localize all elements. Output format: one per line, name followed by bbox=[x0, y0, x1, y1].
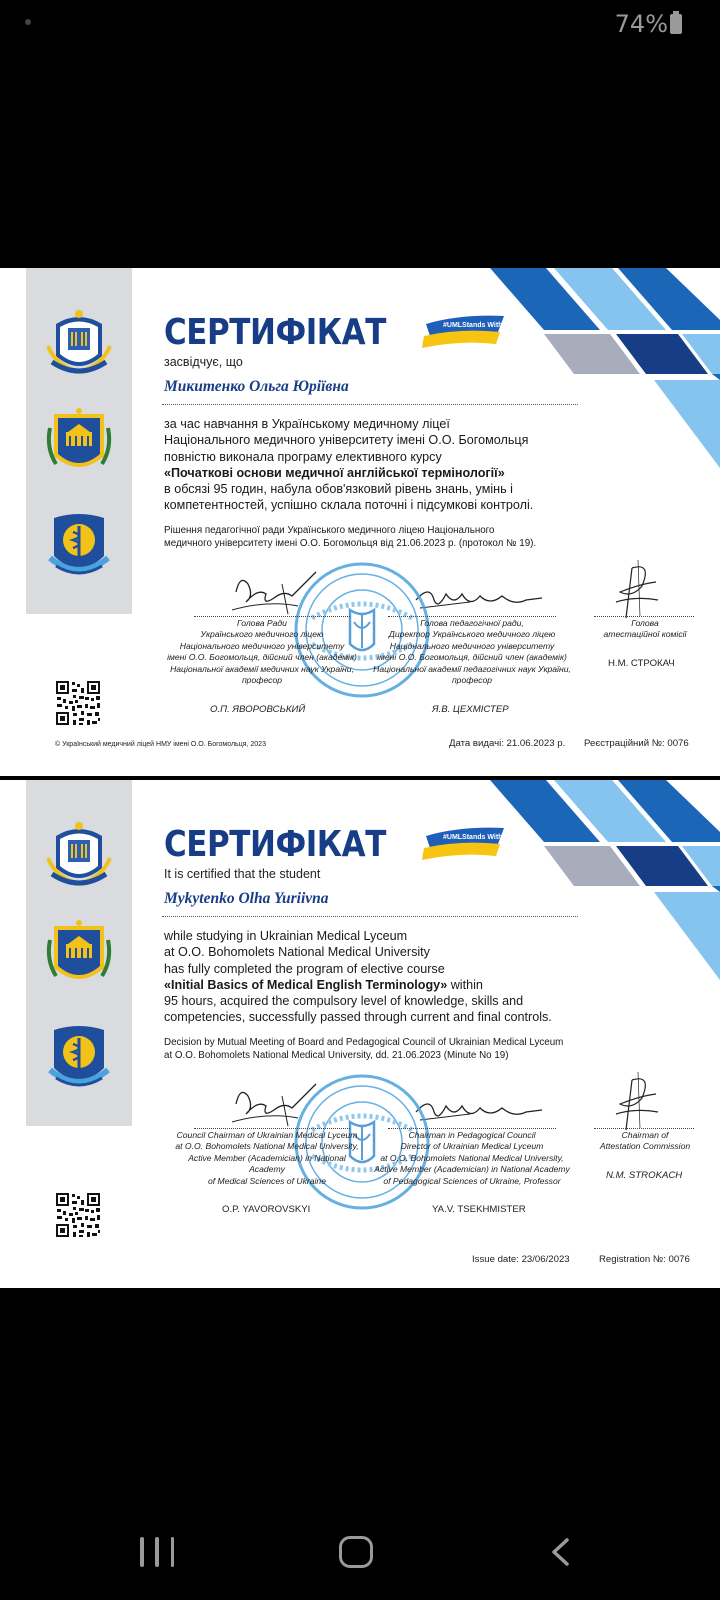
text-segment: while studying in Ukrainian Medical Lyceum bbox=[164, 929, 408, 943]
certificate-ukrainian[interactable] bbox=[0, 268, 720, 776]
recipient-name: Микитенко Ольга Юріївна bbox=[164, 378, 349, 395]
lyceum-crest-icon bbox=[46, 1022, 112, 1094]
copyright-text: © Український медичний ліцей НМУ імені О.О. Богомольця, 2023 bbox=[55, 741, 266, 748]
text-segment: at O.O. Bohomolets National Medical University bbox=[164, 945, 430, 960]
signature-line-right bbox=[594, 1128, 694, 1129]
text-line: at O.O. Bohomolets National Medical University, bbox=[175, 1141, 359, 1152]
text-line: Рішення педагогічної ради Українського медичного ліцею Національного bbox=[164, 525, 495, 536]
text-segment: 95 hours, acquired the compulsory level of knowledge, skills and bbox=[164, 994, 524, 1009]
text-segment: competencies, successfully passed through current and final controls. bbox=[164, 1010, 552, 1025]
text-line: of Medical Sciences of Ukraine bbox=[208, 1175, 326, 1186]
commission-title bbox=[590, 618, 700, 641]
ministry-crest-icon bbox=[46, 818, 112, 890]
text-segment: has fully completed the program of elective course bbox=[164, 961, 445, 976]
text-line: імені О.О. Богомольця, дійсний член (академік) bbox=[377, 652, 567, 663]
stand-with-ukraine-badge bbox=[420, 822, 529, 862]
text-line: at O.O. Bohomolets National Medical University, bbox=[380, 1152, 564, 1163]
director-name: Я.В. ЦЕХМІСТЕР bbox=[432, 704, 509, 715]
course-name: «Початкові основи медичної англійської термінології» bbox=[164, 465, 505, 480]
text-line: атестаційної комісії bbox=[603, 629, 687, 640]
text-line: Director of Ukrainian Medical Lyceum bbox=[400, 1141, 544, 1152]
svg-text:#UMLStands WithUkraine: #UMLStands WithUkraine bbox=[443, 834, 529, 841]
text-line: Директор Українського медичного ліцею bbox=[388, 629, 556, 640]
director-name: YA.V. TSEKHMISTER bbox=[432, 1204, 526, 1215]
commission-head-name: Н.М. СТРОКАЧ bbox=[608, 658, 675, 669]
text-line: Academy bbox=[249, 1164, 285, 1175]
registration-number: Реєстраційний №: 0076 bbox=[584, 738, 689, 749]
svg-text:#UMLStands WithUkraine: #UMLStands WithUkraine bbox=[443, 322, 529, 329]
issue-date: Issue date: 23/06/2023 bbox=[472, 1254, 570, 1265]
text-line: Національного медичного університету bbox=[179, 640, 345, 651]
certifies-text: It is certified that the student bbox=[164, 867, 321, 881]
text-line: імені О.О. Богомольця, дійсний член (академік) bbox=[167, 652, 357, 663]
name-underline bbox=[162, 404, 578, 405]
signature-line-middle bbox=[388, 1128, 556, 1129]
text-line: Українського медичного ліцею bbox=[200, 629, 324, 640]
text-line: of Pedagogical Sciences of Ukraine, Professor bbox=[383, 1175, 561, 1186]
signature-line-left bbox=[194, 1128, 350, 1129]
course-description bbox=[164, 928, 584, 1026]
qr-code[interactable] bbox=[55, 680, 101, 726]
registration-number: Registration №: 0076 bbox=[599, 1254, 690, 1265]
university-crest-icon bbox=[46, 920, 112, 992]
certifies-text: засвідчує, що bbox=[164, 355, 243, 369]
chairman-name: O.P. YAVOROVSKYI bbox=[222, 1204, 311, 1215]
director-title bbox=[368, 618, 576, 686]
text-line bbox=[164, 497, 584, 513]
signature-line-right bbox=[594, 616, 694, 617]
recent-apps-button[interactable] bbox=[140, 1537, 174, 1567]
text-line bbox=[164, 961, 584, 977]
signature-line-middle bbox=[388, 616, 556, 617]
text-line: Національної академії педагогічних наук України, bbox=[373, 663, 571, 674]
text-line bbox=[164, 449, 584, 465]
issue-date: Дата видачі: 21.06.2023 р. bbox=[449, 738, 566, 749]
text-line: Council Chairman of Ukrainian Medical Lyceum bbox=[176, 1130, 358, 1140]
back-button[interactable] bbox=[550, 1538, 570, 1566]
notification-dot-icon bbox=[25, 19, 31, 25]
stand-with-ukraine-badge bbox=[420, 310, 529, 350]
chairman-name: О.П. ЯВОРОВСЬКИЙ bbox=[210, 704, 306, 715]
text-segment: within bbox=[447, 977, 483, 992]
council-decision bbox=[164, 1036, 584, 1062]
lyceum-crest-icon bbox=[46, 510, 112, 582]
chairman-title bbox=[162, 1130, 372, 1187]
director-title bbox=[364, 1130, 580, 1187]
text-segment: за час навчання в Українському медичному ліцеї bbox=[164, 417, 450, 431]
text-line: Active Member (Academician) in National Academy bbox=[374, 1164, 570, 1175]
text-line bbox=[164, 465, 584, 481]
text-line: Decision by Mutual Meeting of Board and Pedagogical Council of Ukrainian Medical Lyceum bbox=[164, 1037, 564, 1048]
commission-signature bbox=[612, 558, 662, 622]
text-line: Chairman in Pedagogical Council bbox=[408, 1130, 536, 1140]
text-line bbox=[164, 1009, 584, 1025]
course-description bbox=[164, 416, 584, 514]
text-line: Active Member (Academician) in National bbox=[188, 1152, 346, 1163]
certificate-title: СЕРТИФІКАТ bbox=[164, 824, 386, 865]
text-line bbox=[164, 432, 584, 448]
text-line: Attestation Commission bbox=[599, 1141, 691, 1152]
text-line bbox=[164, 944, 584, 960]
text-segment: повністю виконала програму елективного курсу bbox=[164, 449, 442, 464]
text-line: Голова Ради bbox=[237, 618, 287, 628]
university-crest-icon bbox=[46, 408, 112, 480]
commission-title bbox=[590, 1130, 700, 1153]
recipient-name: Mykytenko Olha Yuriivna bbox=[164, 890, 329, 907]
text-line: Chairman of bbox=[621, 1130, 669, 1140]
council-decision bbox=[164, 524, 584, 550]
course-name: «Initial Basics of Medical English Terminology» bbox=[164, 977, 448, 992]
text-line: медичного університету імені О.О. Богомольця від 21.06.2023 р. (протокол № 19). bbox=[164, 538, 537, 549]
status-bar bbox=[0, 0, 720, 46]
ministry-crest-icon bbox=[46, 306, 112, 378]
text-line: at O.O. Bohomolets National Medical University, dd. 21.06.2023 (Minute No 19) bbox=[164, 1050, 509, 1061]
commission-signature bbox=[612, 1070, 662, 1134]
text-line bbox=[164, 928, 584, 944]
certificate-title: СЕРТИФІКАТ bbox=[164, 312, 386, 353]
name-underline bbox=[162, 916, 578, 917]
qr-code[interactable] bbox=[55, 1192, 101, 1238]
commission-head-name: N.M. STROKACH bbox=[606, 1170, 683, 1181]
navigation-bar bbox=[0, 1500, 720, 1600]
certificate-english[interactable] bbox=[0, 780, 720, 1288]
text-line bbox=[164, 416, 584, 432]
text-line: Голова bbox=[631, 618, 659, 628]
battery-icon bbox=[670, 14, 682, 34]
text-line bbox=[164, 977, 584, 993]
text-line: професор bbox=[241, 675, 283, 686]
text-line: професор bbox=[451, 675, 493, 686]
chairman-title bbox=[162, 618, 362, 686]
text-line: Національної академії медичних наук України, bbox=[170, 663, 354, 674]
home-button[interactable] bbox=[339, 1536, 373, 1568]
text-line bbox=[164, 481, 584, 497]
text-segment: компетентностей, успішно склала поточні і підсумкові контролі. bbox=[164, 498, 534, 513]
text-line bbox=[164, 993, 584, 1009]
text-segment: Національного медичного університету імені О.О. Богомольця bbox=[164, 433, 529, 448]
text-segment: в обсязі 95 годин, набула обов'язковий рівень знань, умінь і bbox=[164, 482, 513, 497]
battery-percentage: 74% bbox=[614, 10, 668, 38]
text-line: Голова педагогічної ради, bbox=[420, 618, 524, 628]
text-line: Національного медичного університету bbox=[389, 640, 555, 651]
signature-line-left bbox=[194, 616, 350, 617]
